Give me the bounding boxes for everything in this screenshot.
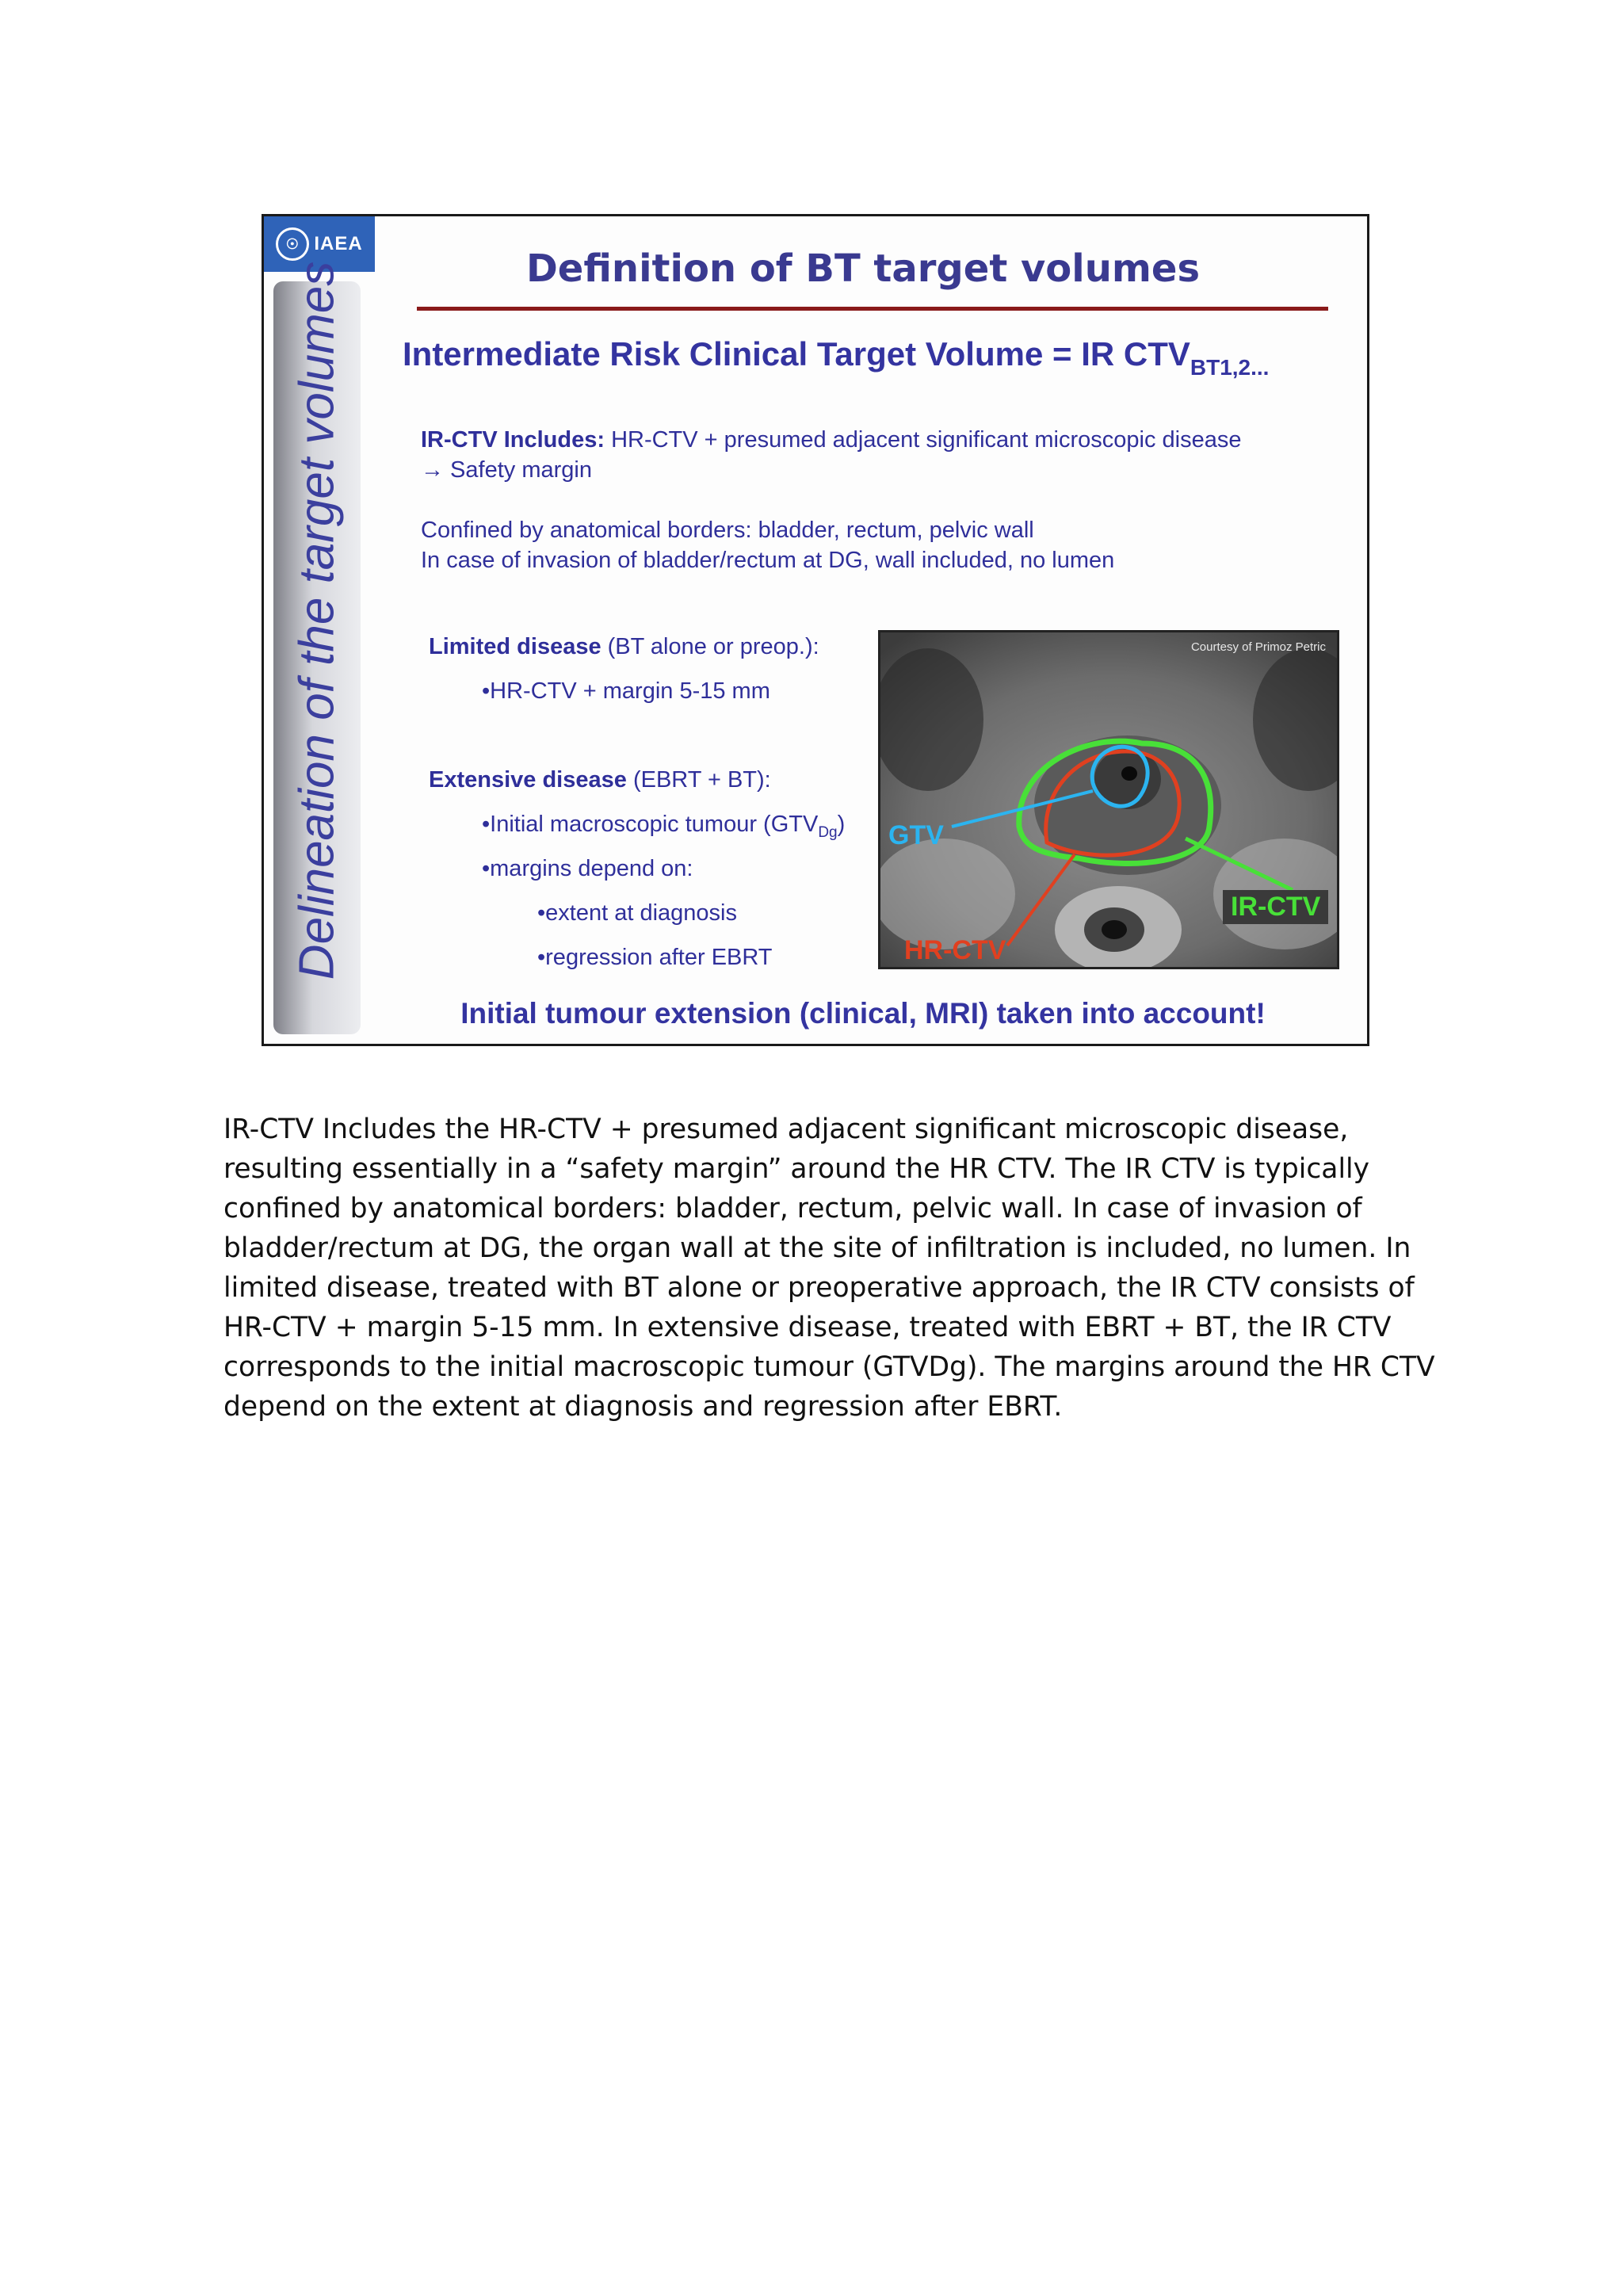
label-ir-ctv: IR-CTV [1223, 890, 1328, 924]
confined-line-1: Confined by anatomical borders: bladder, rectum, pelvic wall [421, 518, 1034, 543]
notes-line: HR-CTV + margin 5-15 mm. In extensive disease, treated with EBRT + BT, the IR CTV [223, 1312, 1392, 1343]
notes-line: IR-CTV Includes the HR-CTV + presumed adjacent significant microscopic disease, [223, 1114, 1349, 1145]
includes-arrow-line: → Safety margin [421, 457, 592, 483]
image-courtesy: Courtesy of Primoz Petric [1190, 640, 1326, 654]
extensive-disease-line [429, 765, 771, 795]
label-hr-ctv: HR-CTV [904, 935, 1006, 965]
limited-label: Limited disease [429, 634, 601, 659]
limited-disease-line [429, 632, 819, 662]
label-gtv: GTV [888, 820, 944, 850]
slide-footer: Initial tumour extension (clinical, MRI) taken into account! [460, 997, 1266, 1030]
extensive-text: (EBRT + BT): [626, 767, 771, 793]
includes-label: IR-CTV Includes: [421, 427, 605, 453]
limited-text: (BT alone or preop.): [601, 634, 819, 659]
subtitle-subscript: BT1,2... [1190, 355, 1270, 380]
sidebar-title: Delineation of the target volumes [289, 261, 345, 980]
slide [262, 214, 1369, 1046]
extensive-item-1-text: •Initial macroscopic tumour (GTV [482, 812, 819, 837]
logo-text: IAEA [314, 233, 363, 254]
extensive-item-1-sub: Dg [818, 823, 838, 841]
includes-line [421, 425, 1242, 455]
mri-image [878, 630, 1339, 969]
extensive-item-1 [482, 809, 845, 848]
notes-line: confined by anatomical borders: bladder, rectum, pelvic wall. In case of invasion of [223, 1193, 1362, 1224]
subtitle-main: Intermediate Risk Clinical Target Volume = IR CTV [403, 335, 1190, 372]
title-divider [417, 307, 1328, 311]
notes-line: resulting essentially in a “safety margin” around the HR CTV. The IR CTV is typically [223, 1153, 1370, 1185]
extensive-item-2: •margins depend on: [482, 856, 693, 881]
limited-item: •HR-CTV + margin 5-15 mm [482, 678, 770, 704]
includes-text: HR-CTV + presumed adjacent significant microscopic disease [605, 427, 1242, 453]
extensive-label: Extensive disease [429, 767, 627, 793]
notes-line: depend on the extent at diagnosis and regression after EBRT. [223, 1391, 1063, 1423]
notes-line: bladder/rectum at DG, the organ wall at the site of infiltration is included, no lumen. In [223, 1232, 1411, 1264]
slide-subtitle [403, 335, 1269, 380]
un-emblem-icon: ☉ [276, 227, 309, 261]
extensive-item-1-end: ) [837, 812, 846, 837]
notes-line: corresponds to the initial macroscopic tumour (GTVDg). The margins around the HR CTV [223, 1351, 1435, 1383]
slide-title: Definition of BT target volumes [525, 246, 1201, 291]
notes-line: limited disease, treated with BT alone or preoperative approach, the IR CTV consists of [223, 1272, 1415, 1304]
confined-line-2: In case of invasion of bladder/rectum at DG, wall included, no lumen [421, 548, 1115, 573]
extensive-item-4: •regression after EBRT [537, 945, 773, 970]
speaker-notes [223, 1110, 1435, 1427]
extensive-item-3: •extent at diagnosis [537, 900, 737, 926]
